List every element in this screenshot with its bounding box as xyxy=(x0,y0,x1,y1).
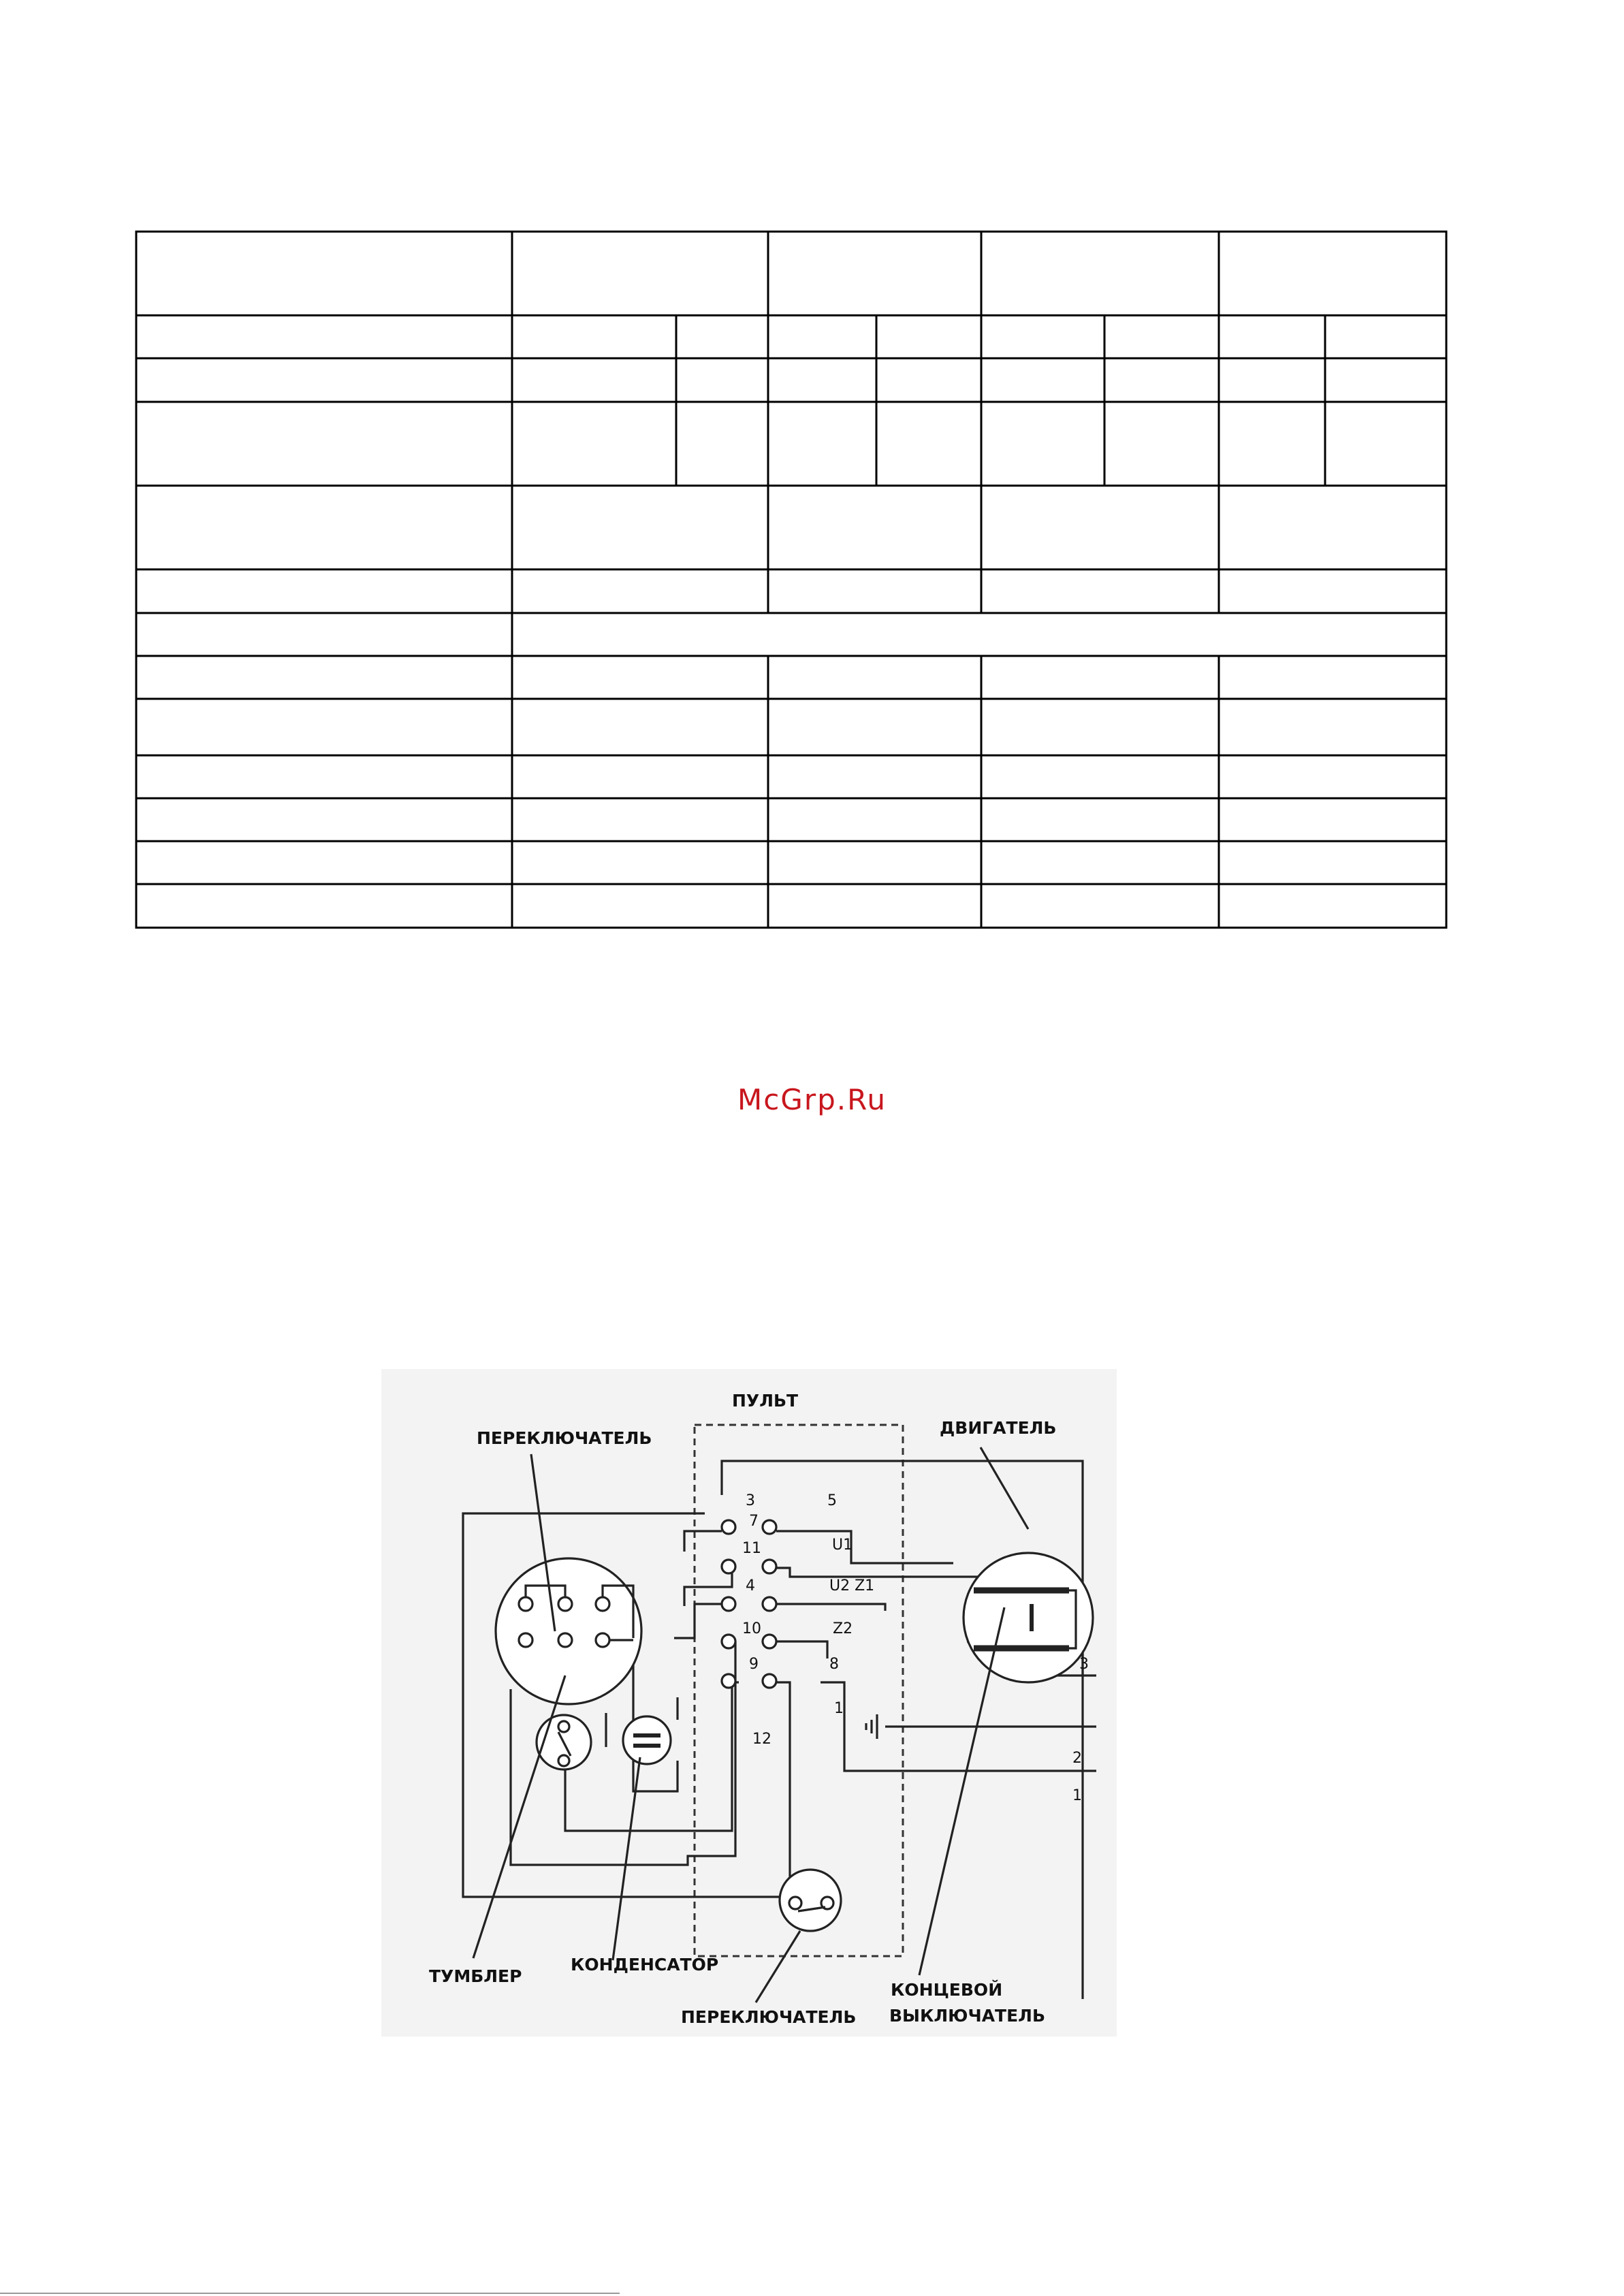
label-limit-switch-line2: ВЫКЛЮЧАТЕЛЬ xyxy=(889,2006,1046,2026)
diagram-background xyxy=(381,1369,1117,2036)
spec-table xyxy=(0,0,1624,954)
line-1: 1 xyxy=(1072,1787,1082,1804)
terminal-11: 11 xyxy=(742,1540,761,1557)
label-limit-switch-line1: КОНЦЕВОЙ xyxy=(891,1980,1003,2000)
footer-rule xyxy=(0,2293,620,2294)
switch-bottom xyxy=(780,1870,841,1931)
line-3: 3 xyxy=(1079,1656,1089,1673)
label-pult: ПУЛЬТ xyxy=(732,1391,799,1411)
label-switch-top: ПЕРЕКЛЮЧАТЕЛЬ xyxy=(477,1428,652,1448)
terminal-5: 5 xyxy=(827,1492,837,1509)
motor xyxy=(964,1553,1093,1682)
line-2: 2 xyxy=(1072,1750,1082,1767)
terminal-7: 7 xyxy=(749,1513,759,1530)
label-capacitor: КОНДЕНСАТОР xyxy=(571,1955,719,1975)
terminal-z2: Z2 xyxy=(833,1620,853,1637)
wiring-diagram xyxy=(381,1369,1117,2036)
rotary-switch xyxy=(496,1558,641,1704)
capacitor xyxy=(623,1716,671,1764)
terminal-10: 10 xyxy=(742,1620,761,1637)
label-motor: ДВИГАТЕЛЬ xyxy=(940,1418,1057,1438)
label-switch-bottom: ПЕРЕКЛЮЧАТЕЛЬ xyxy=(681,2007,857,2027)
watermark[interactable]: McGrp.Ru xyxy=(737,1083,887,1116)
toggle xyxy=(537,1715,591,1770)
terminal-u1: U1 xyxy=(832,1537,853,1554)
table-border xyxy=(136,232,1446,928)
label-toggle: ТУМБЛЕР xyxy=(429,1966,522,1986)
terminal-8: 8 xyxy=(829,1656,839,1673)
terminal-9: 9 xyxy=(749,1656,759,1673)
terminal-u2-z1: U2 Z1 xyxy=(829,1577,875,1594)
terminal-4: 4 xyxy=(746,1577,755,1594)
terminal-1: 1 xyxy=(834,1700,844,1717)
terminal-3: 3 xyxy=(746,1492,755,1509)
terminal-12: 12 xyxy=(752,1731,771,1748)
